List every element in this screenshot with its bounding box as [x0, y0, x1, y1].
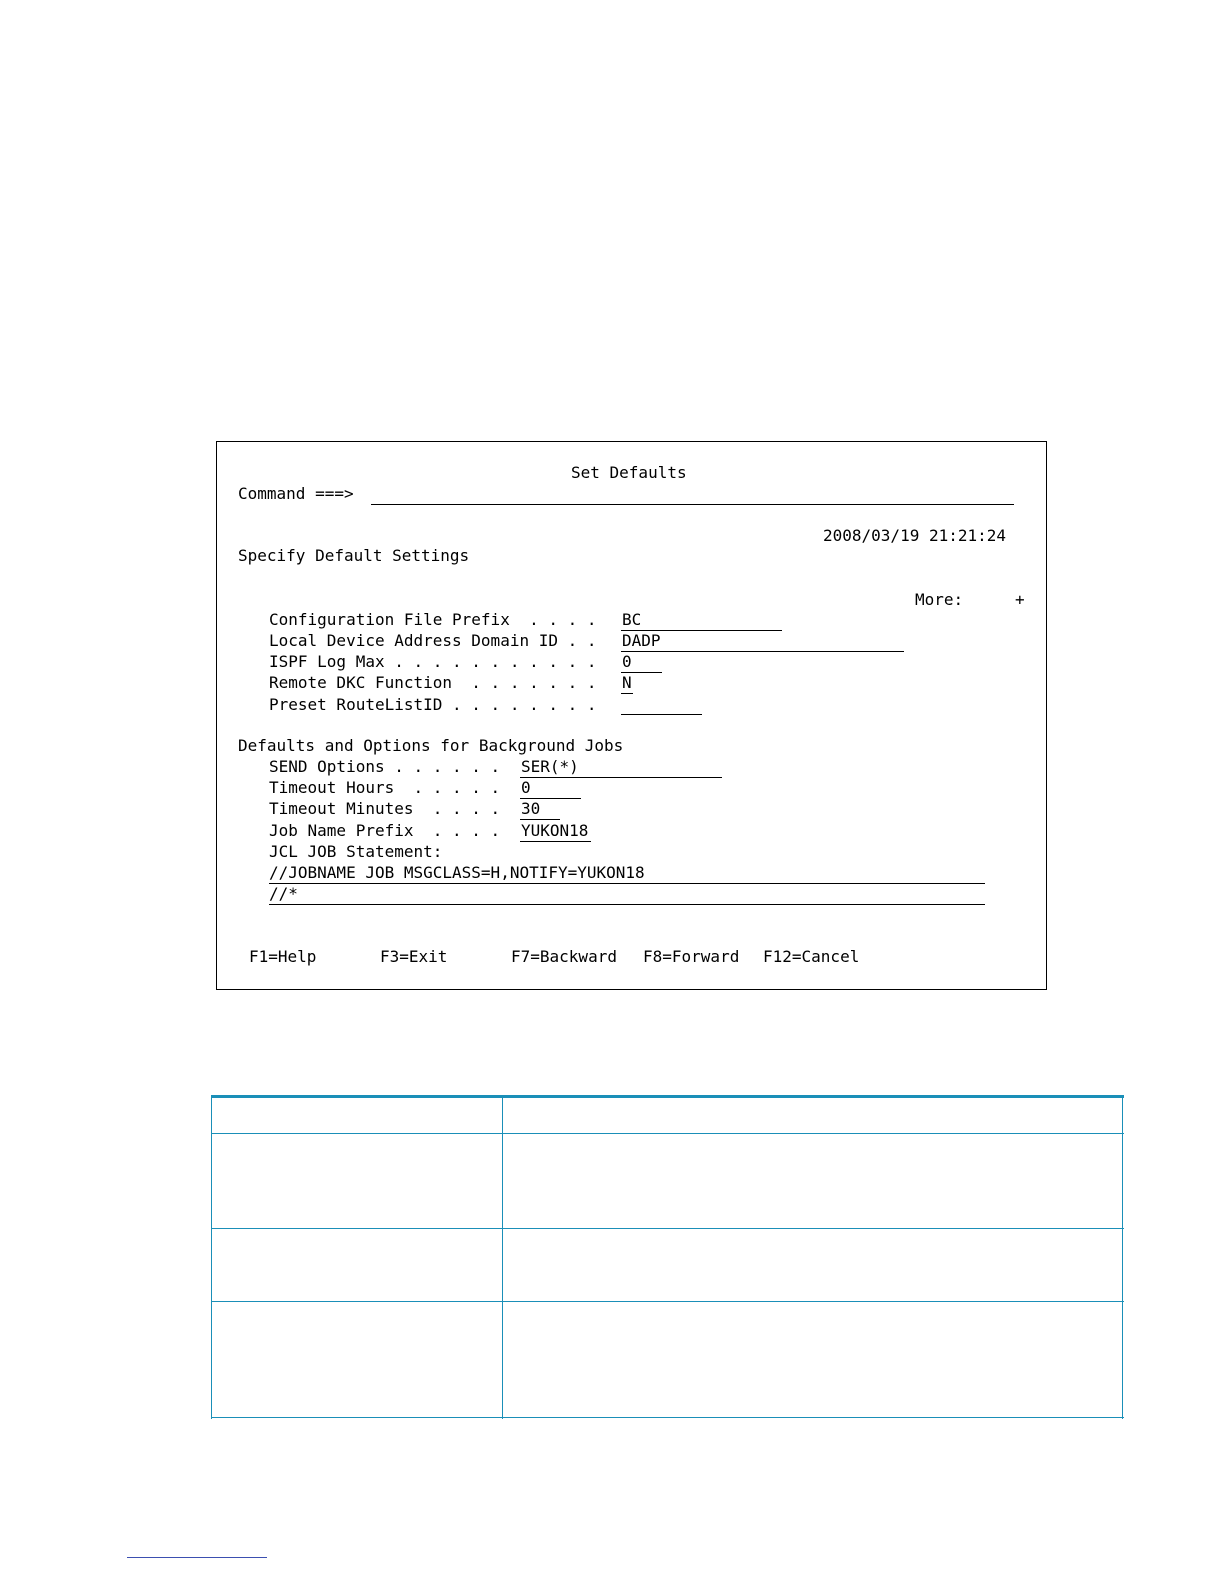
jcl-label: JCL JOB Statement:	[269, 842, 443, 861]
field-routelist-underline	[621, 714, 702, 715]
ispf-panel	[216, 441, 1047, 990]
field-log-max[interactable]: 0	[622, 652, 632, 671]
more-indicator[interactable]: +	[1015, 590, 1025, 609]
field-label-domain-id: Local Device Address Domain ID . .	[269, 631, 597, 650]
fkey-cancel[interactable]: F12=Cancel	[763, 947, 860, 966]
timestamp: 2008/03/19 21:21:24	[823, 526, 1007, 545]
field-job-prefix[interactable]: YUKON18	[521, 821, 589, 840]
table-top-rule	[211, 1095, 1124, 1098]
field-timeout-minutes[interactable]: 30	[521, 799, 541, 818]
field-job-prefix-underline	[520, 841, 591, 842]
table-row-rule-2	[211, 1301, 1124, 1302]
field-domain-id[interactable]: DADP	[622, 631, 661, 650]
panel-title: Set Defaults	[571, 463, 687, 482]
field-send-options[interactable]: SER(*)	[521, 757, 579, 776]
field-label-log-max: ISPF Log Max . . . . . . . . . . .	[269, 652, 597, 671]
fkey-help[interactable]: F1=Help	[249, 947, 317, 966]
field-config-prefix[interactable]: BC	[622, 610, 642, 629]
field-remote-dkc-underline	[621, 693, 633, 694]
command-input-underline	[371, 504, 1014, 505]
jcl-line-2[interactable]: //*	[269, 884, 298, 903]
field-send-options-underline	[520, 777, 722, 778]
fkey-forward[interactable]: F8=Forward	[643, 947, 740, 966]
fkey-exit[interactable]: F3=Exit	[380, 947, 448, 966]
table-column-divider	[502, 1095, 503, 1419]
field-timeout-hours[interactable]: 0	[521, 778, 531, 797]
bg-section-title: Defaults and Options for Background Jobs	[238, 736, 624, 755]
section-title: Specify Default Settings	[238, 546, 470, 565]
field-label-remote-dkc: Remote DKC Function . . . . . . .	[269, 673, 597, 692]
field-label-routelist: Preset RouteListID . . . . . . . .	[269, 695, 597, 714]
table-header-rule	[211, 1133, 1124, 1134]
field-label-send-options: SEND Options . . . . . .	[269, 757, 501, 776]
field-timeout-minutes-underline	[520, 819, 560, 820]
field-domain-id-underline	[621, 651, 904, 652]
table-right-border	[1122, 1095, 1123, 1419]
more-label: More:	[915, 590, 964, 609]
table-bottom-rule	[211, 1417, 1124, 1418]
description-table	[211, 1095, 1124, 1419]
jcl-line-1[interactable]: //JOBNAME JOB MSGCLASS=H,NOTIFY=YUKON18	[269, 863, 645, 882]
table-left-border	[211, 1095, 212, 1419]
jcl-line-2-underline	[269, 904, 985, 905]
field-label-config-prefix: Configuration File Prefix . . . .	[269, 610, 597, 629]
field-label-timeout-hours: Timeout Hours . . . . .	[269, 778, 501, 797]
command-label: Command ===>	[238, 484, 354, 503]
fkey-backward[interactable]: F7=Backward	[511, 947, 617, 966]
field-label-job-prefix: Job Name Prefix . . . .	[269, 821, 501, 840]
footer-link-underline	[127, 1557, 267, 1558]
field-label-timeout-minutes: Timeout Minutes . . . .	[269, 799, 501, 818]
field-remote-dkc[interactable]: N	[622, 673, 632, 692]
jcl-line-1-underline	[269, 883, 985, 884]
table-row-rule-1	[211, 1228, 1124, 1229]
